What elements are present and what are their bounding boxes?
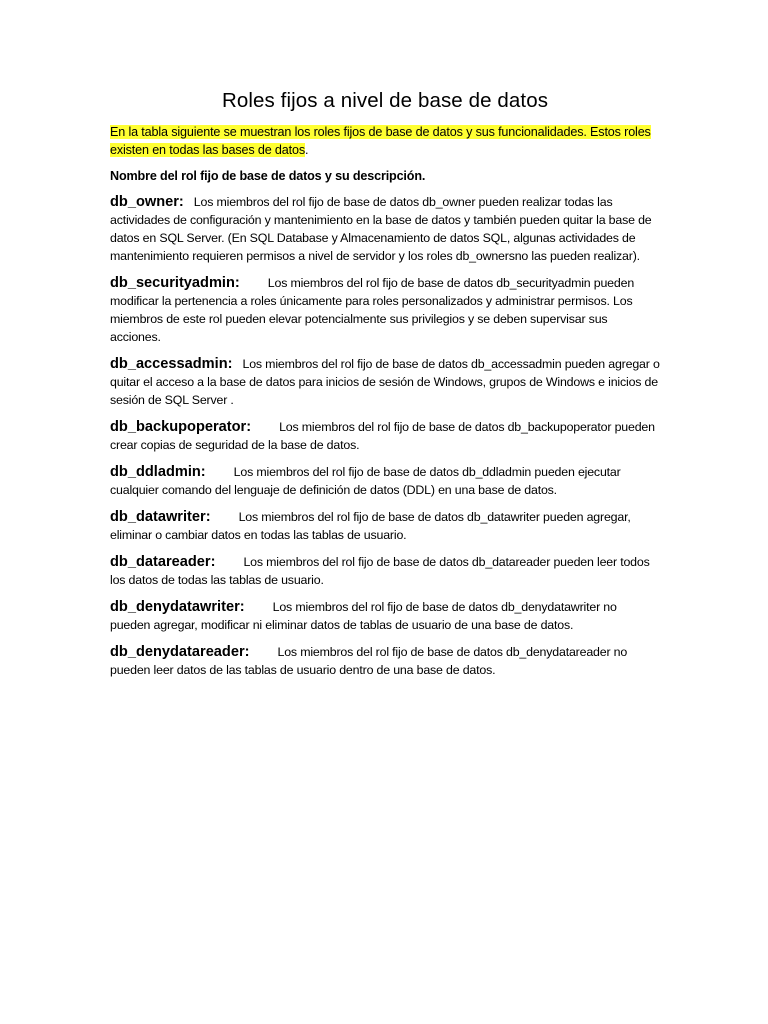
document-content <box>110 88 660 688</box>
role-db-backupoperator <box>110 418 660 454</box>
role-name: db_denydatareader: <box>110 644 250 660</box>
role-db-owner <box>110 193 660 265</box>
role-db-ddladmin <box>110 463 660 499</box>
role-description: Los miembros del rol fijo de base de datos db_accessadmin pueden agregar o quitar el acceso a la base de datos para inicios de sesión de Windows, grupos de Windows e inicios de sesión de SQL Server . <box>110 357 660 407</box>
role-name: db_backupoperator: <box>110 419 252 435</box>
role-db-denydatareader <box>110 643 660 679</box>
role-name: db_owner: <box>110 194 184 210</box>
role-db-datareader <box>110 553 660 589</box>
intro-paragraph <box>110 123 660 159</box>
role-description: Los miembros del rol fijo de base de datos db_ddladmin pueden ejecutar cualquier comando del lenguaje de definición de datos (DDL) en una base de datos. <box>110 465 621 497</box>
role-description: Los miembros del rol fijo de base de datos db_backupoperator pueden crear copias de seguridad de la base de datos. <box>110 420 655 452</box>
document-title: Roles fijos a nivel de base de datos <box>221 89 549 112</box>
role-description: Los miembros del rol fijo de base de datos db_owner pueden realizar todas las actividades de configuración y mantenimiento en la base de datos y también pueden quitar la base de datos en SQL Server. (En SQL Database y Almacenamiento de datos SQL, algunas actividades de mantenimiento requieren permisos a nivel de servidor y los roles db_ownersno las pueden realizar). <box>110 195 652 263</box>
role-name: db_securityadmin: <box>110 275 240 291</box>
intro-tail-text: . <box>304 143 309 157</box>
role-db-denydatawriter <box>110 598 660 634</box>
role-name: db_denydatawriter: <box>110 599 245 615</box>
role-db-securityadmin <box>110 274 660 346</box>
role-name: db_ddladmin: <box>110 464 206 480</box>
role-name: db_datareader: <box>110 554 216 570</box>
role-db-accessadmin <box>110 355 660 409</box>
role-name: db_accessadmin: <box>110 356 233 372</box>
roles-subtitle: Nombre del rol fijo de base de datos y su descripción. <box>110 169 426 183</box>
role-description: Los miembros del rol fijo de base de datos db_securityadmin pueden modificar la pertenencia a roles únicamente para roles personalizados y administrar permisos. Los miembros de este rol pueden elevar potencialmente sus privilegios y se deben supervisar sus acciones. <box>110 276 635 344</box>
role-description: Los miembros del rol fijo de base de datos db_datareader pueden leer todos los datos de todas las tablas de usuario. <box>110 555 650 587</box>
role-description: Los miembros del rol fijo de base de datos db_datawriter pueden agregar, eliminar o cambiar datos en todas las tablas de usuario. <box>110 510 631 542</box>
role-db-datawriter <box>110 508 660 544</box>
intro-highlighted-text: En la tabla siguiente se muestran los roles fijos de base de datos y sus funcionalidades. Estos roles existen en todas las bases de datos <box>110 125 651 157</box>
role-description: Los miembros del rol fijo de base de datos db_denydatawriter no pueden agregar, modificar ni eliminar datos de tablas de usuario de una base de datos. <box>110 600 617 632</box>
role-description: Los miembros del rol fijo de base de datos db_denydatareader no pueden leer datos de las tablas de usuario dentro de una base de datos. <box>110 645 628 677</box>
role-name: db_datawriter: <box>110 509 211 525</box>
